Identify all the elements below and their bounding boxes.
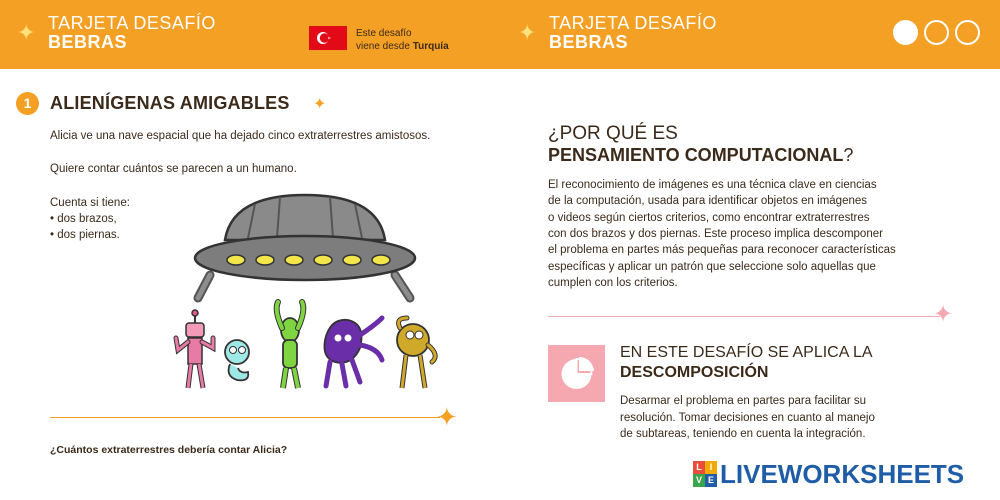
criteria-list	[50, 195, 130, 243]
sparkle-star-icon: ✦	[17, 20, 36, 45]
badge-letter: E	[705, 474, 717, 487]
why-heading-line2	[548, 145, 853, 166]
liveworksheets-logo[interactable]	[693, 458, 965, 489]
alien-yellow-icon	[397, 318, 435, 388]
header-title-line1: TARJETA DESAFÍO	[48, 13, 216, 33]
concept-paragraph-line: resolución. Tomar decisiones en cuanto al manejo	[620, 411, 875, 424]
origin-line2	[356, 40, 449, 53]
page-dot-1[interactable]	[893, 20, 918, 45]
liveworksheets-badge-icon	[693, 461, 717, 487]
badge-letter: L	[693, 461, 705, 474]
criteria-item: • dos piernas.	[50, 229, 120, 242]
sparkle-star-icon: ✦	[436, 402, 458, 432]
page-dot-2[interactable]	[924, 20, 949, 45]
sparkle-star-icon: ✦	[933, 301, 954, 328]
criteria-item: • dos brazos,	[50, 213, 117, 226]
sparkle-star-icon: ✦	[313, 96, 327, 113]
liveworksheets-text: LIVEWORKSHEETS	[720, 458, 965, 489]
alien-purple-icon	[324, 318, 382, 386]
why-heading-suffix: ?	[843, 145, 854, 165]
alien-cyan-icon	[225, 340, 249, 380]
task-question: ¿Cuántos extraterrestres debería contar Alicia?	[50, 444, 288, 456]
badge-letter: I	[705, 461, 717, 474]
origin-country: Turquía	[412, 41, 449, 52]
why-paragraph	[548, 177, 968, 291]
task-title: ALIENÍGENAS AMIGABLES	[50, 93, 290, 113]
why-paragraph-line: de la computación, usada para identificar objetos en imágenes	[548, 195, 868, 208]
why-paragraph-line: o videos según ciertos criterios, como encontrar extraterrestres	[548, 211, 870, 224]
why-heading-line1: ¿POR QUÉ ES	[548, 123, 678, 144]
origin-line1: Este desafío	[356, 28, 412, 39]
why-paragraph-line: específicas y aplicar un patrón que seleccione solo aquellas que	[548, 260, 876, 273]
header-title-line1: TARJETA DESAFÍO	[549, 13, 717, 33]
turkey-flag-icon	[309, 26, 347, 50]
why-heading-main: PENSAMIENTO COMPUTACIONAL	[548, 145, 844, 165]
pie-chart-icon	[548, 345, 605, 402]
concept-paragraph	[620, 393, 930, 443]
concept-heading-line1: EN ESTE DESAFÍO SE APLICA LA	[620, 344, 873, 361]
criteria-intro: Cuenta si tiene:	[50, 197, 130, 209]
task-paragraph-2: Quiere contar cuántos se parecen a un humano.	[50, 163, 297, 175]
badge-letter: V	[693, 474, 705, 487]
page-indicator	[893, 20, 980, 45]
why-paragraph-line: el problema en partes más pequeñas para reconocer características	[548, 244, 896, 257]
why-paragraph-line: cumplen con los criterios.	[548, 276, 678, 289]
header-title-left	[48, 14, 216, 52]
header-title-right	[549, 14, 717, 52]
why-paragraph-line: con dos brazos y dos piernas. Este proceso implica descomponer	[548, 227, 883, 240]
concept-paragraph-line: Desarmar el problema en partes para facilitar su	[620, 395, 867, 407]
header-title-line2: BEBRAS	[48, 31, 128, 52]
alien-pink-icon	[176, 310, 213, 388]
sparkle-star-icon: ✦	[518, 20, 537, 45]
header-bar	[0, 0, 1000, 69]
concept-heading-line2: DESCOMPOSICIÓN	[620, 364, 769, 381]
header-title-line2: BEBRAS	[549, 31, 629, 52]
ufo-icon	[195, 195, 415, 298]
why-paragraph-line: El reconocimiento de imágenes es una técnica clave en ciencias	[548, 179, 877, 191]
alien-green-icon	[277, 302, 304, 388]
page-dot-3[interactable]	[955, 20, 980, 45]
ufo-aliens-illustration	[170, 190, 450, 400]
origin-text	[356, 27, 449, 53]
concept-paragraph-line: de subtareas, teniendo en cuenta la integración.	[620, 428, 866, 441]
origin-prefix: viene desde	[356, 41, 413, 52]
divider-left	[50, 417, 440, 418]
task-number-badge: 1	[16, 92, 39, 115]
task-paragraph-1: Alicia ve una nave espacial que ha dejado cinco extraterrestres amistosos.	[50, 130, 431, 142]
divider-right	[548, 316, 940, 317]
